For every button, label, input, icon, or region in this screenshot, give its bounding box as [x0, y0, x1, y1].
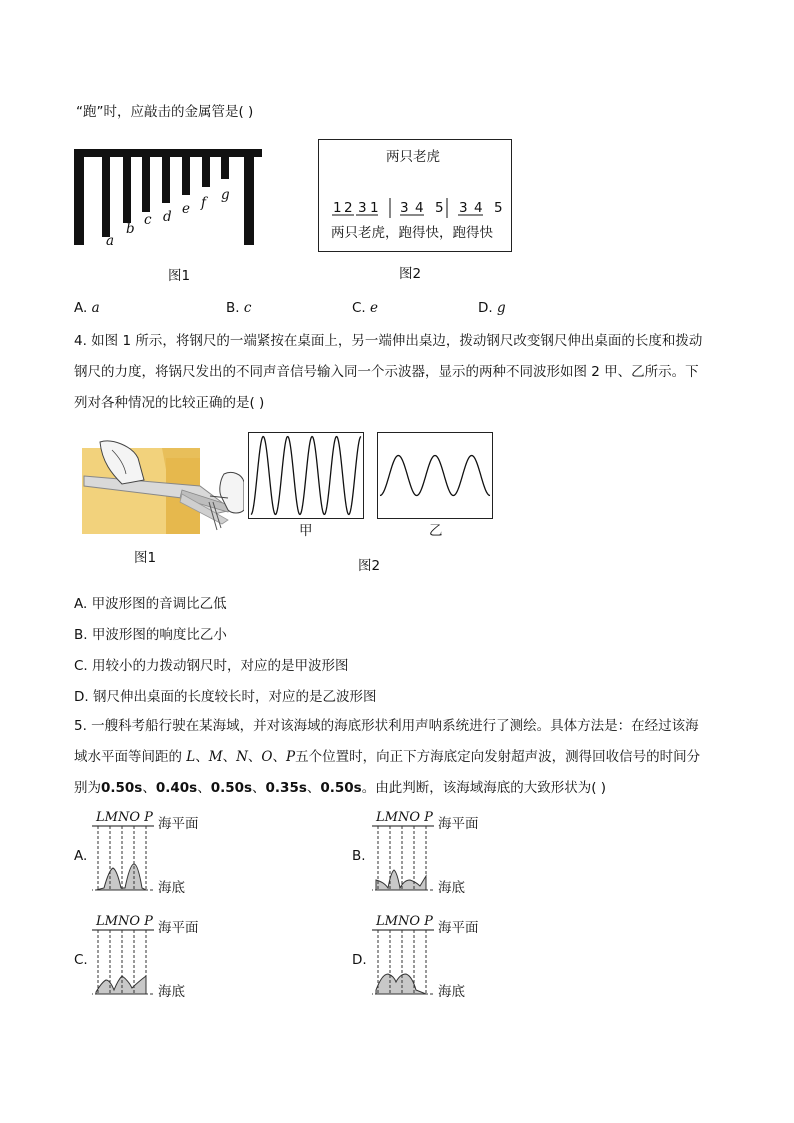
waveform-jia	[249, 433, 363, 518]
pipe-label-d: d	[163, 209, 172, 225]
q4-option-d[interactable]: D. 钢尺伸出桌面的长度较长时，对应的是乙波形图	[74, 689, 377, 705]
note: 2	[344, 200, 353, 216]
pipe-label-a: a	[106, 233, 115, 249]
note: 4	[474, 200, 483, 216]
q4-option-c[interactable]: C. 用较小的力拨动钢尺时，对应的是甲波形图	[74, 658, 349, 674]
q4-figure1-caption: 图1	[134, 550, 157, 566]
q5-option-b[interactable]: B.	[352, 848, 366, 864]
note: 1	[370, 200, 379, 216]
sea-floor-label: 海底	[158, 880, 185, 896]
q5-option-c[interactable]: C.	[74, 952, 88, 968]
seabed-diagram-b	[372, 812, 502, 904]
q5-stem-line3: 别为0.50s、0.40s、0.50s、0.35s、0.50s。由此判断，该海域海底的大致形状为( )	[74, 780, 607, 796]
points-label: LMNO P	[96, 810, 153, 825]
notation-lines	[330, 196, 510, 224]
seabed-shape	[376, 974, 426, 994]
seabed-shape	[376, 870, 426, 890]
ruler-on-table-illustration	[82, 440, 244, 536]
note: 5	[435, 200, 444, 216]
q3-option-a[interactable]: A. a	[74, 300, 100, 316]
q5-stem-line1: 5. 一艘科考船行驶在某海域，并对该海域的海底形状利用声呐系统进行了测绘。具体方法是：在经过该海	[74, 718, 699, 734]
waveform-yi-box	[377, 432, 493, 519]
q3-figure2-caption: 图2	[399, 266, 422, 282]
seabed-shape	[96, 976, 146, 994]
q4-figure2-caption: 图2	[358, 558, 381, 574]
sea-surface-label: 海平面	[438, 920, 479, 936]
q5-option-d[interactable]: D.	[352, 952, 367, 968]
seabed-diagram-c	[92, 916, 222, 1008]
waveform-yi-label: 乙	[429, 523, 443, 539]
note: 5	[494, 200, 503, 216]
waveform-jia-box	[248, 432, 364, 519]
sea-surface-label: 海平面	[158, 816, 199, 832]
note: 1	[333, 200, 342, 216]
q3-option-b[interactable]: B. c	[226, 300, 252, 316]
pipe-label-e: e	[182, 201, 190, 217]
q5-option-a[interactable]: A.	[74, 848, 88, 864]
points-label: LMNO P	[96, 914, 153, 929]
pipe-label-b: b	[126, 221, 135, 237]
q4-option-a[interactable]: A. 甲波形图的音调比乙低	[74, 596, 227, 612]
sea-surface-label: 海平面	[158, 920, 199, 936]
seabed-diagram-a	[92, 812, 222, 904]
q3-option-c[interactable]: C. e	[352, 300, 379, 316]
waveform-yi	[378, 433, 492, 518]
q3-option-d[interactable]: D. g	[478, 300, 506, 316]
q4-stem-line1: 4. 如图 1 所示，将钢尺的一端紧按在桌面上，另一端伸出桌边，拨动钢尺改变钢尺伸出桌面的长度和拨动	[74, 333, 703, 349]
note: 3	[459, 200, 468, 216]
pipe-label-c: c	[144, 212, 152, 228]
sea-surface-label: 海平面	[438, 816, 479, 832]
song-title: 两只老虎	[386, 149, 440, 165]
points-label: LMNO P	[376, 810, 433, 825]
sea-floor-label: 海底	[438, 984, 465, 1000]
q5-stem-line2: 域水平面等间距的 L、M、N、O、P五个位置时，向正下方海底定向发射超声波，测得回收信号的时间分	[74, 749, 701, 765]
sea-floor-label: 海底	[438, 880, 465, 896]
pipe-label-f: f	[201, 195, 206, 211]
seabed-diagram-d	[372, 916, 502, 1008]
song-lyrics: 两只老虎，跑得快，跑得快	[331, 225, 493, 241]
note: 4	[415, 200, 424, 216]
pipe-label-g: g	[221, 187, 230, 203]
note: 3	[358, 200, 367, 216]
sea-floor-label: 海底	[158, 984, 185, 1000]
waveform-jia-label: 甲	[299, 523, 313, 539]
q3-stem: “跑”时，应敲击的金属管是( )	[76, 104, 254, 120]
q3-figure1-caption: 图1	[168, 268, 191, 284]
points-label: LMNO P	[376, 914, 433, 929]
q4-option-b[interactable]: B. 甲波形图的响度比乙小	[74, 627, 227, 643]
metal-pipes-figure	[72, 146, 264, 248]
q4-stem-line2: 钢尺的力度，将锅尺发出的不同声音信号输入同一个示波器，显示的两种不同波形如图 2 甲、乙所示。下	[74, 364, 699, 380]
note: 3	[400, 200, 409, 216]
seabed-shape	[96, 864, 146, 890]
q4-stem-line3: 列对各种情况的比较正确的是( )	[74, 395, 265, 411]
